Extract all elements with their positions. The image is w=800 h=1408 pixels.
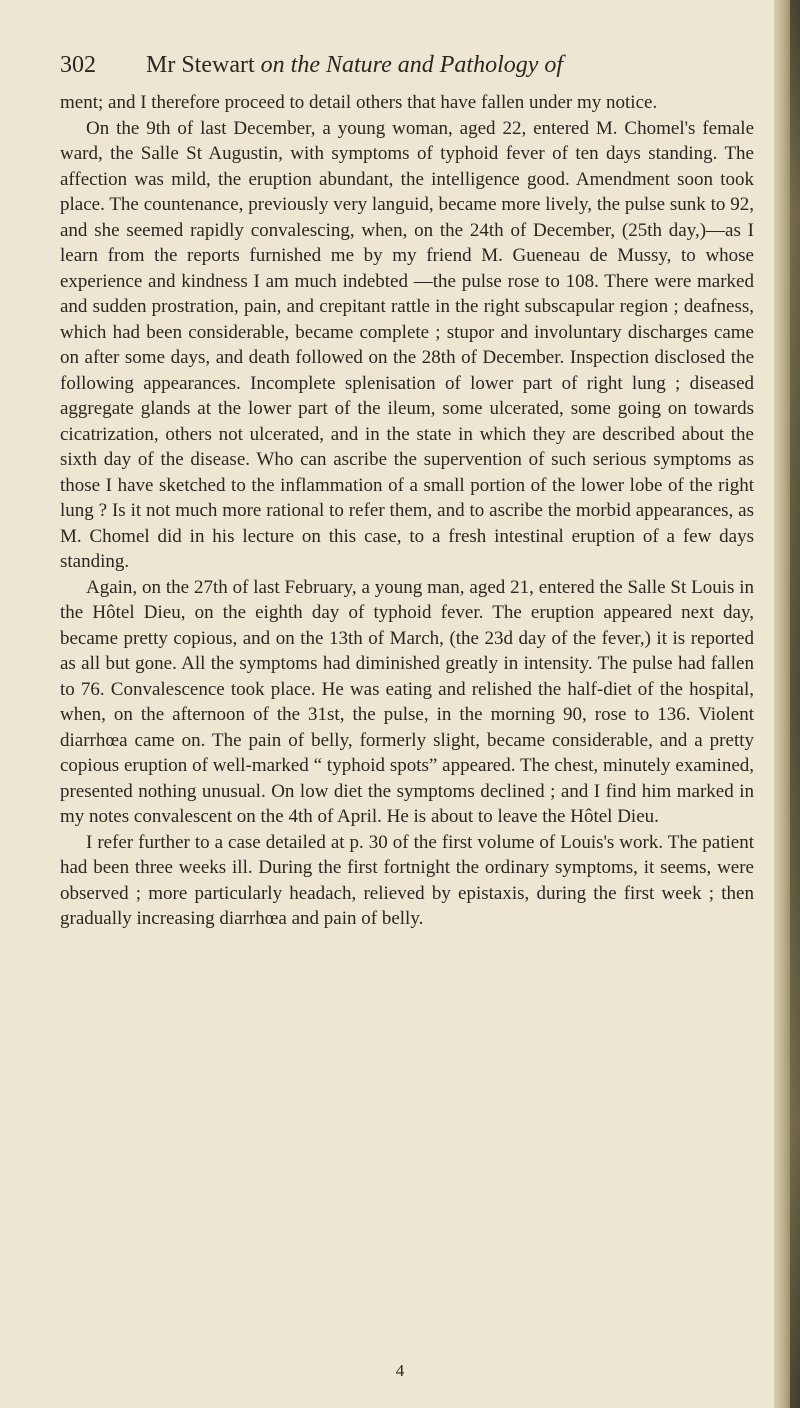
signature-mark: 4 [395, 1361, 405, 1380]
page-number: 302 [60, 52, 96, 78]
binding-edge [790, 0, 800, 1408]
header-title: on the Nature and Pathology of [260, 52, 564, 78]
paragraph-case-three: I refer further to a case detailed at p. 30 of the first volume of Louis's work. The patient had been three weeks ill. During the first fortnight the ordinary symptoms, it seems, were observed ; more particularly headach, relieved by epistaxis, during the first week ; then gradually increasing diarrhœa and pain of belly. [60, 831, 754, 929]
running-header [60, 48, 750, 82]
header-author: Mr Stewart [146, 52, 255, 78]
body-text [60, 90, 754, 932]
paragraph-case-two: Again, on the 27th of last February, a young man, aged 21, entered the Salle St Louis in the Hôtel Dieu, on the eighth day of typhoid fever. The eruption appeared next day, became pretty copious, and on the 13th of March, (the 23d day of the fever,) it is reported as all but gone. All the symptoms had diminished greatly in intensity. The pulse had fallen to 76. Convalescence took place. He was eating and relished the half-diet of the hospital, when, on the afternoon of the 31st, the pulse, in the morning 90, rose to 136. Violent diarrhœa came on. The pain of belly, formerly slight, became considerable, and a pretty copious eruption of well-marked “ typhoid spots” appeared. The chest, minutely examined, presented nothing unusual. On low diet the symptoms declined ; and I find him marked in my notes convalescent on the 4th of April. He is about to leave the Hôtel Dieu. [60, 576, 754, 827]
paragraph-case-one: On the 9th of last December, a young woman, aged 22, entered M. Chomel's female ward, the Salle St Augustin, with symptoms of typhoid fever of ten days standing. The affection was mild, the eruption abundant, the intelligence good. Amendment soon took place. The countenance, previously very languid, became more lively, the pulse sunk to 92, and she seemed rapidly convalescing, when, on the 24th of December, (25th day,)—as I learn from the reports furnished me by my friend M. Gueneau de Mussy, to whose experience and kindness I am much indebted —the pulse rose to 108. There were marked and sudden prostration, pain, and crepitant rattle in the right subscapular region ; deafness, which had been considerable, became complete ; stupor and involuntary discharges came on after some days, and death followed on the 28th of December. Inspection disclosed the following appearances. Incomplete splenisation of lower part of right lung ; diseased aggregate glands at the lower part of the ileum, some ulcerated, some going on towards cicatrization, others not ulcerated, and in the state in which they are described about the sixth day of the disease. Who can ascribe the supervention of such serious symptoms as those I have sketched to the inflammation of a small portion of the lower lobe of the right lung ? Is it not much more rational to refer them, and to ascribe the morbid appearances, as M. Chomel did in his lecture on this case, to a fresh intestinal eruption of a few days standing. [60, 117, 754, 572]
paragraph-continuation: ment; and I therefore proceed to detail others that have fallen under my notice. [60, 92, 658, 113]
